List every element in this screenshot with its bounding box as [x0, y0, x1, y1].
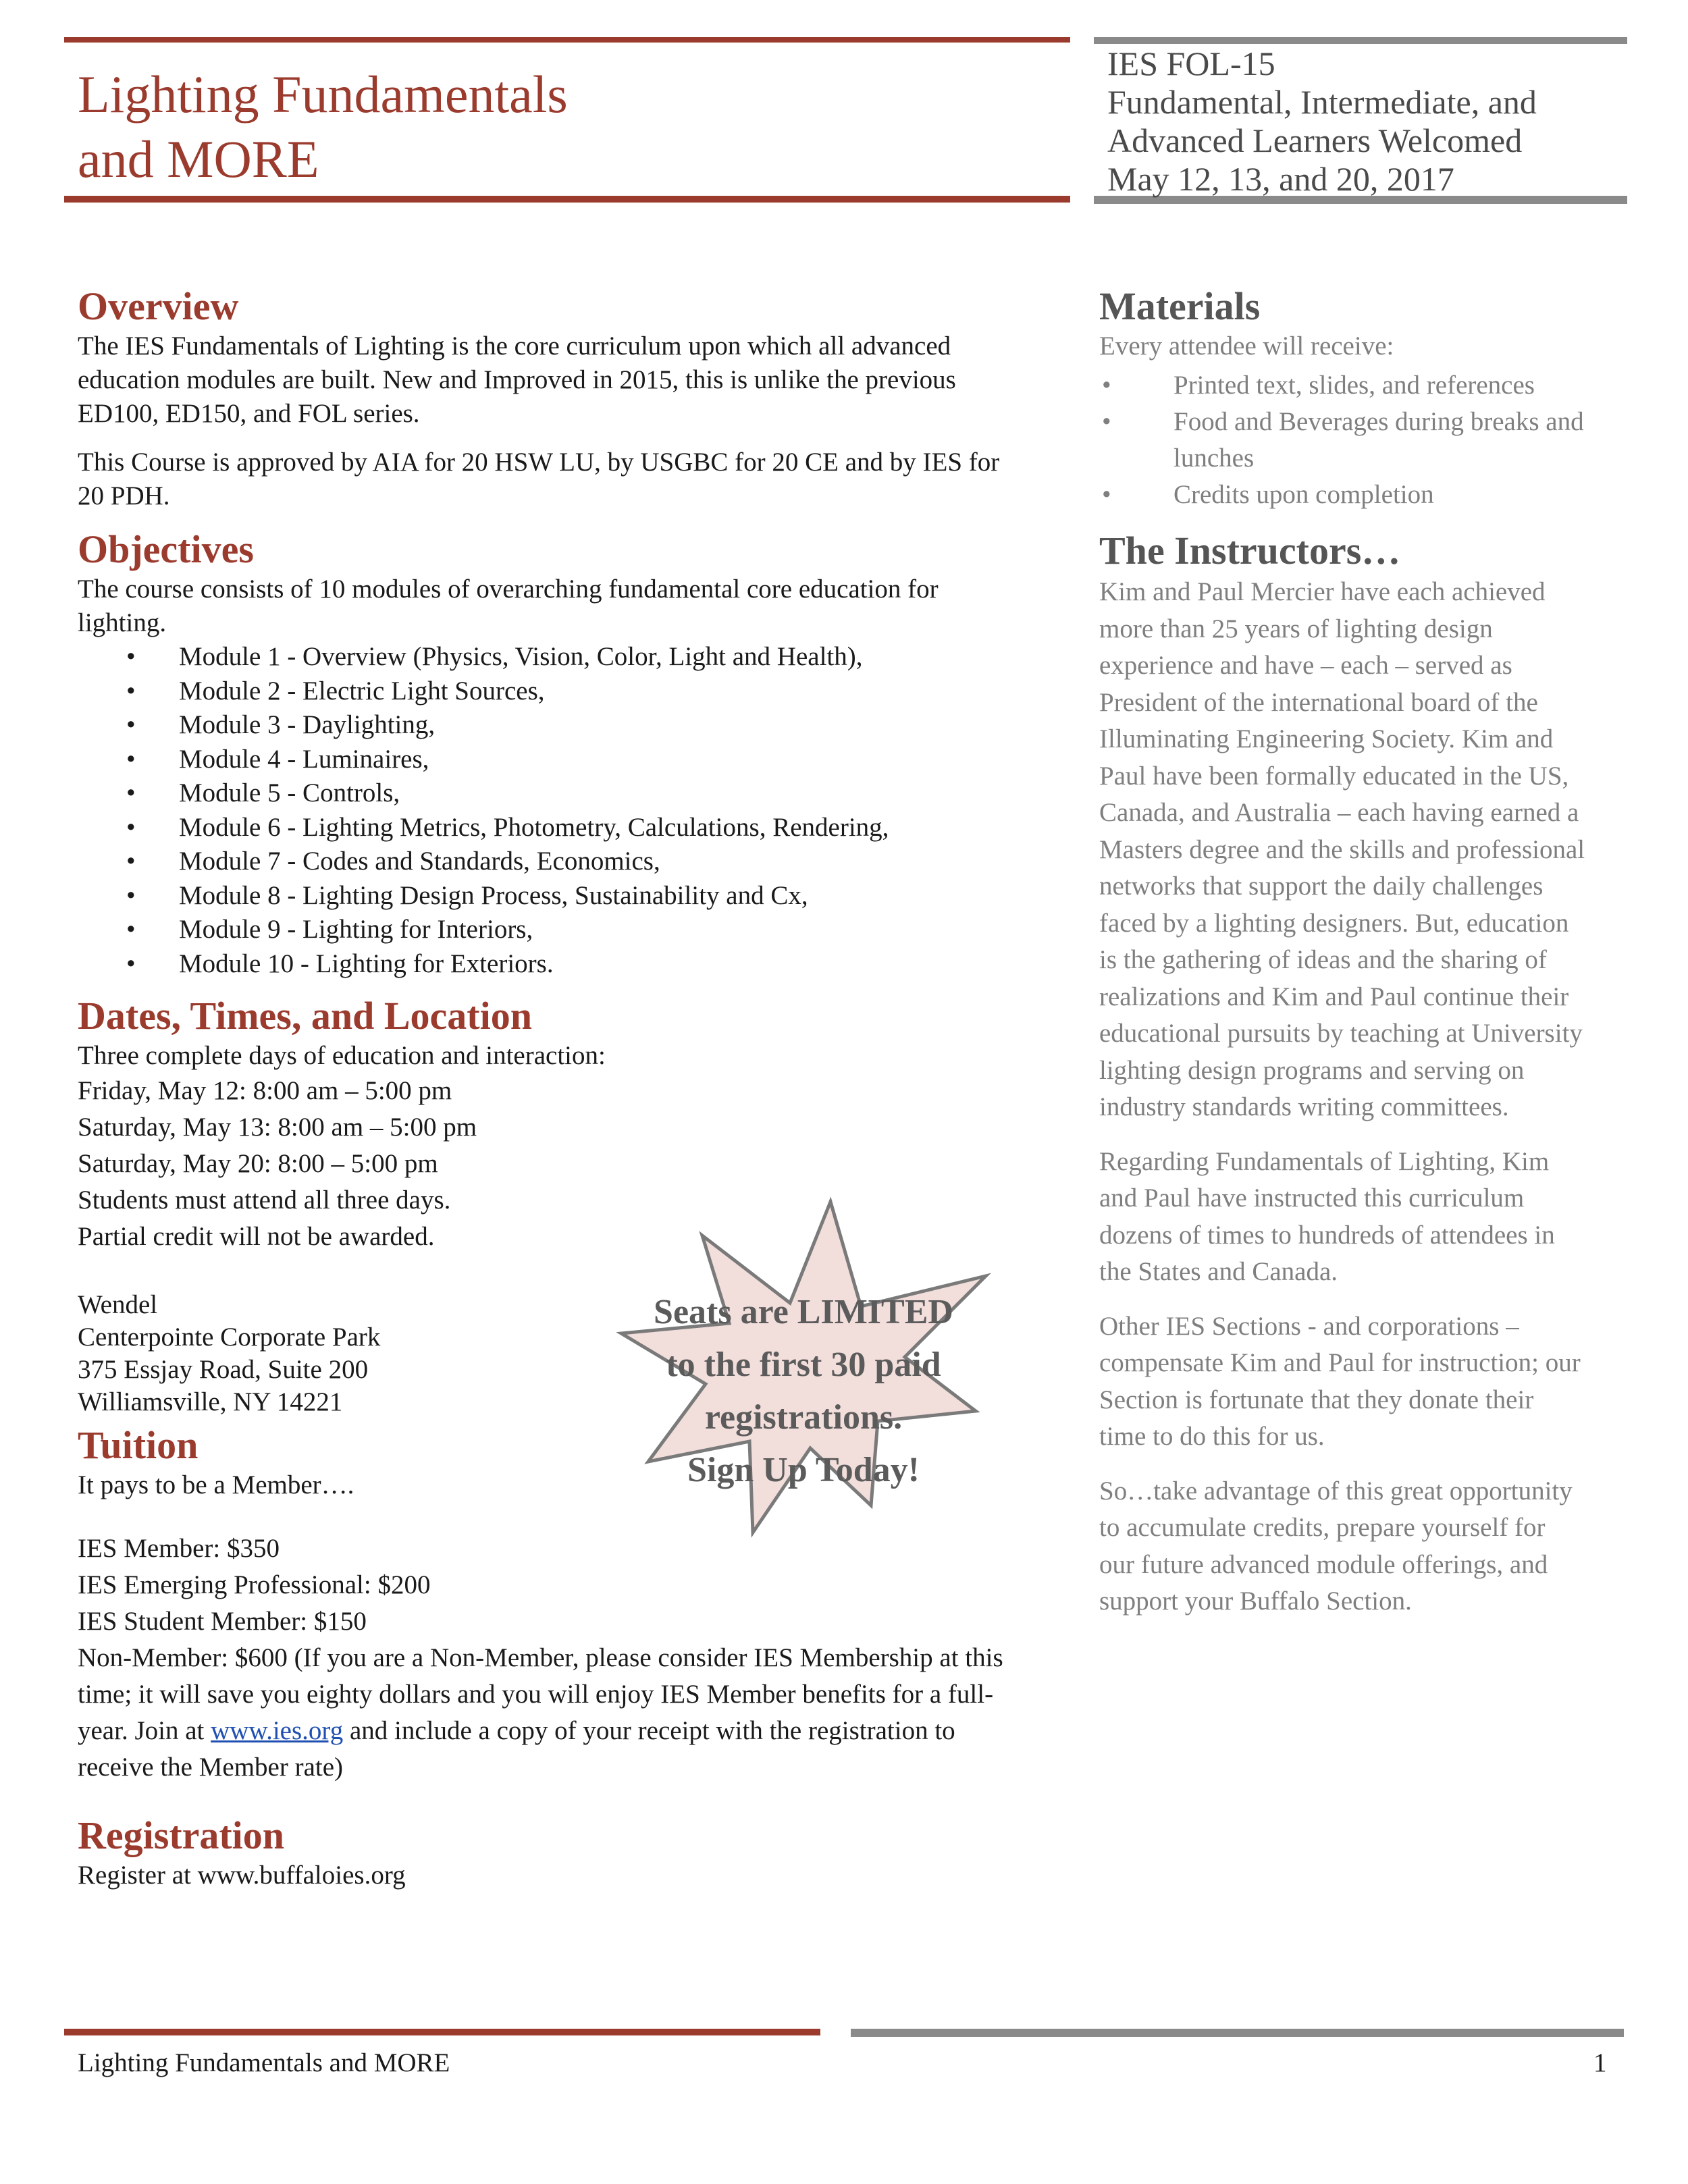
objectives-intro: The course consists of 10 modules of overarching fundamental core education for lighting.	[78, 575, 939, 637]
instructors-paragraph-2: Regarding Fundamentals of Lighting, Kim and Paul have instructed this curriculum dozens of times to hundreds of attendees in the States and Canada.	[1099, 1146, 1555, 1286]
tuition-intro: It pays to be a Member….	[78, 1470, 354, 1499]
left-column	[78, 284, 1023, 1892]
registration-text: Register at www.buffaloies.org	[78, 1861, 406, 1890]
date-day-1: Friday, May 12: 8:00 am – 5:00 pm	[78, 1076, 452, 1105]
callout-line-3: registrations.	[704, 1398, 903, 1437]
course-subtitle-1: Fundamental, Intermediate, and	[1107, 83, 1537, 121]
module-item: • Module 4 - Luminaires,	[78, 743, 1023, 777]
footer-title: Lighting Fundamentals and MORE	[78, 2048, 450, 2077]
materials-item: • Credits upon completion	[1099, 477, 1585, 513]
overview-paragraph-2: This Course is approved by AIA for 20 HSW LU, by USGBC for 20 CE and by IES for 20 PDH.	[78, 448, 1000, 510]
venue-name: Wendel	[78, 1290, 158, 1319]
overview-heading: Overview	[78, 284, 239, 328]
instructors-paragraph-3: Other IES Sections - and corporations – compensate Kim and Paul for instruction; our Section is fortunate that they donate their time to do this for us.	[1099, 1311, 1581, 1451]
instructors-heading: The Instructors…	[1099, 529, 1401, 572]
credit-note: Partial credit will not be awarded.	[78, 1222, 435, 1251]
module-item: • Module 9 - Lighting for Interiors,	[78, 913, 1023, 947]
tuition-heading: Tuition	[78, 1423, 199, 1467]
course-dates: May 12, 13, and 20, 2017	[1107, 160, 1454, 198]
materials-item: • Food and Beverages during breaks and lunches	[1099, 404, 1585, 477]
tuition-student: IES Student Member: $150	[78, 1607, 367, 1636]
tuition-member: IES Member: $350	[78, 1534, 280, 1563]
module-list	[78, 640, 1023, 981]
footer-rule-right	[851, 2029, 1624, 2037]
callout-line-4: Sign Up Today!	[687, 1451, 920, 1489]
module-item: • Module 2 - Electric Light Sources,	[78, 674, 1023, 709]
header-rule-bottom-left	[64, 196, 1070, 203]
tuition-nonmember-text-end: and include a copy of your receipt with the registration to receive the Member rate)	[78, 1716, 955, 1782]
materials-item: • Printed text, slides, and references	[1099, 367, 1585, 404]
tuition-nonmember	[78, 1640, 1023, 1786]
module-item: • Module 10 - Lighting for Exteriors.	[78, 947, 1023, 982]
header-course-info	[1107, 45, 1634, 198]
instructors-paragraph-4: So…take advantage of this great opportunity to accumulate credits, prepare yourself for our future advanced module offerings, and support your Buffalo Section.	[1099, 1476, 1573, 1616]
venue-address-1: Centerpointe Corporate Park	[78, 1323, 381, 1352]
page-number: 1	[1593, 2048, 1607, 2077]
callout-line-1: Seats are LIMITED	[654, 1293, 953, 1331]
venue-address-3: Williamsville, NY 14221	[78, 1387, 343, 1416]
materials-heading: Materials	[1099, 284, 1261, 328]
venue-address-2: 375 Essjay Road, Suite 200	[78, 1355, 369, 1384]
instructors-paragraph-1: Kim and Paul Mercier have each achieved more than 25 years of lighting design experience and have – each – served as President of the international board of the Illuminating Engineering Society. Kim and Paul have been formally educated in the US, Canada, and Australia – each having earned a Masters degree and the skills and professional networks that support the daily challenges faced by a lighting designers. But, education is the gathering of ideas and the sharing of realizations and Kim and Paul continue their educational pursuits by teaching at University lighting design programs and serving on industry standards writing committees.	[1099, 577, 1585, 1121]
materials-list	[1099, 367, 1585, 513]
attendance-note: Students must attend all three days.	[78, 1186, 451, 1215]
dates-heading: Dates, Times, and Location	[78, 994, 532, 1038]
tuition-nonmember-text: Non-Member: $600 (If you are a Non-Member, please consider IES Membership at this time; it will save you eighty dollars and you will enjoy IES Member benefits for a full-year. Join at	[78, 1643, 1003, 1745]
header-rule-top-right	[1094, 37, 1627, 44]
module-item: • Module 7 - Codes and Standards, Economics,	[78, 845, 1023, 879]
course-subtitle-2: Advanced Learners Welcomed	[1107, 122, 1523, 159]
module-item: • Module 3 - Daylighting,	[78, 708, 1023, 743]
ies-website-link[interactable]: www.ies.org	[211, 1716, 344, 1745]
starburst-callout	[594, 1286, 1013, 1497]
document-title	[78, 62, 1050, 192]
right-column	[1099, 284, 1585, 1620]
footer-rule-left	[64, 2029, 820, 2035]
header-rule-top-left	[64, 37, 1070, 43]
title-line-1: Lighting Fundamentals	[78, 65, 568, 124]
module-item: • Module 1 - Overview (Physics, Vision, Color, Light and Health),	[78, 640, 1023, 674]
title-line-2: and MORE	[78, 130, 319, 188]
dates-intro: Three complete days of education and interaction:	[78, 1041, 606, 1070]
tuition-emerging: IES Emerging Professional: $200	[78, 1570, 431, 1599]
registration-heading: Registration	[78, 1813, 285, 1857]
objectives-heading: Objectives	[78, 527, 254, 571]
materials-intro: Every attendee will receive:	[1099, 331, 1394, 361]
module-item: • Module 6 - Lighting Metrics, Photometry, Calculations, Rendering,	[78, 811, 1023, 845]
callout-line-2: to the first 30 paid	[666, 1346, 941, 1384]
overview-paragraph-1: The IES Fundamentals of Lighting is the core curriculum upon which all advanced education modules are built. New and Improved in 2015, this is unlike the previous ED100, ED150, and FOL series.	[78, 331, 956, 428]
course-code: IES FOL-15	[1107, 45, 1275, 82]
date-day-2: Saturday, May 13: 8:00 am – 5:00 pm	[78, 1113, 477, 1142]
module-item: • Module 8 - Lighting Design Process, Sustainability and Cx,	[78, 879, 1023, 913]
date-day-3: Saturday, May 20: 8:00 – 5:00 pm	[78, 1149, 438, 1178]
module-item: • Module 5 - Controls,	[78, 776, 1023, 811]
